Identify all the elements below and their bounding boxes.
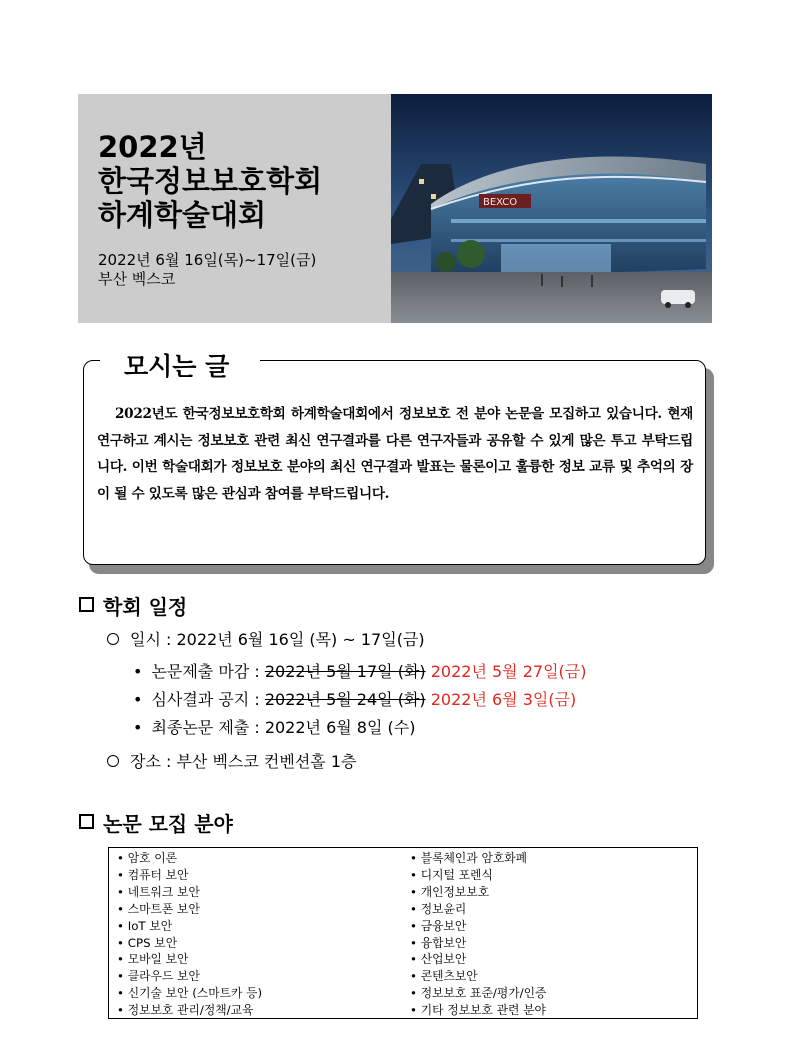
circle-bullet-icon <box>107 755 119 767</box>
field-item: • 개인정보보호 <box>410 884 490 899</box>
deadline-review-old: 2022년 5월 24일 (화) <box>264 690 426 709</box>
schedule-when <box>107 630 425 650</box>
field-item: • 암호 이론 <box>117 851 178 865</box>
deadline-review-notice <box>133 690 576 710</box>
bexco-photo <box>391 94 712 323</box>
bullet-icon: • <box>133 662 143 681</box>
fields-right-column <box>410 850 546 1019</box>
header-title-society: 한국정보보호학회 <box>98 164 323 198</box>
deadline-submission-old: 2022년 5월 17일 (화) <box>264 662 426 681</box>
deadline-review-label: 심사결과 공지 : <box>151 690 265 709</box>
deadline-final-paper <box>133 718 415 738</box>
field-item: • 정보보호 관리/정책/교육 <box>117 1003 254 1018</box>
field-item: • 블록체인과 암호화폐 <box>410 851 528 865</box>
schedule-place <box>107 752 356 772</box>
field-item: • 디지털 포렌식 <box>410 867 493 882</box>
conference-header <box>78 94 712 323</box>
bullet-icon: • <box>133 690 143 709</box>
deadline-final-label: 최종논문 제출 : 2022년 6월 8일 (수) <box>151 718 416 737</box>
fields-heading-text: 논문 모집 분야 <box>103 812 233 836</box>
field-item: • 콘텐츠보안 <box>410 969 478 984</box>
field-item: • 신기술 보안 (스마트카 등) <box>117 986 263 1001</box>
invitation-body: 2022년도 한국정보보호학회 하계학술대회에서 정보보호 전 분야 논문을 모집하고 있습니다. 현재 연구하고 계시는 정보보호 관련 최신 연구결과를 다른 연구자들과 공유할 수 있게 많은 투고 부탁드립니다. 이번 학술대회가 정보보호 분야의 최신 연구결과 발표는 물론이고 훌륭한 정보 교류 및 추억의 장이 될 수 있도록 많은 관심과 참여를 부탁드립니다. <box>97 406 693 502</box>
field-item: • 정보보호 표준/평가/인증 <box>410 986 547 1001</box>
field-item: • 네트워크 보안 <box>117 884 200 899</box>
field-item: • 스마트폰 보안 <box>117 901 200 916</box>
header-title-year: 2022년 <box>98 130 207 164</box>
deadline-submission-new: 2022년 5월 27일(금) <box>425 662 587 681</box>
schedule-heading <box>79 594 187 620</box>
schedule-heading-text: 학회 일정 <box>103 595 188 619</box>
field-item: • 산업보안 <box>410 952 467 967</box>
bullet-icon: • <box>133 718 143 737</box>
field-item: • 금융보안 <box>410 918 467 933</box>
fields-left-column <box>117 850 262 1019</box>
field-item: • CPS 보안 <box>117 935 178 950</box>
field-item: • 융합보안 <box>410 935 467 950</box>
deadline-review-new: 2022년 6월 3일(금) <box>425 690 577 709</box>
header-venue: 부산 벡스코 <box>98 270 176 288</box>
header-title-panel <box>78 94 391 323</box>
circle-bullet-icon <box>107 633 119 645</box>
checkbox-square-icon <box>79 814 94 829</box>
deadline-submission <box>133 662 586 682</box>
header-date: 2022년 6월 16일(목)~17일(금) <box>98 251 317 269</box>
fields-heading <box>79 811 233 837</box>
field-item: • IoT 보안 <box>117 918 173 933</box>
field-item: • 모바일 보안 <box>117 952 189 967</box>
header-title-event: 하계학술대회 <box>98 198 267 232</box>
invitation-title: 모시는 글 <box>124 352 230 381</box>
fields-table <box>108 847 698 1019</box>
schedule-place-text: 장소 : 부산 벡스코 컨벤션홀 1층 <box>130 752 357 771</box>
bexco-sign-text: BEXCO <box>483 197 518 208</box>
schedule-when-text: 일시 : 2022년 6월 16일 (목) ~ 17일(금) <box>130 630 425 649</box>
checkbox-square-icon <box>79 597 94 612</box>
field-item: • 클라우드 보안 <box>117 969 200 984</box>
field-item: • 정보윤리 <box>410 901 467 916</box>
field-item: • 기타 정보보호 관련 분야 <box>410 1003 546 1018</box>
field-item: • 컴퓨터 보안 <box>117 867 189 882</box>
deadline-submission-label: 논문제출 마감 : <box>151 662 265 681</box>
